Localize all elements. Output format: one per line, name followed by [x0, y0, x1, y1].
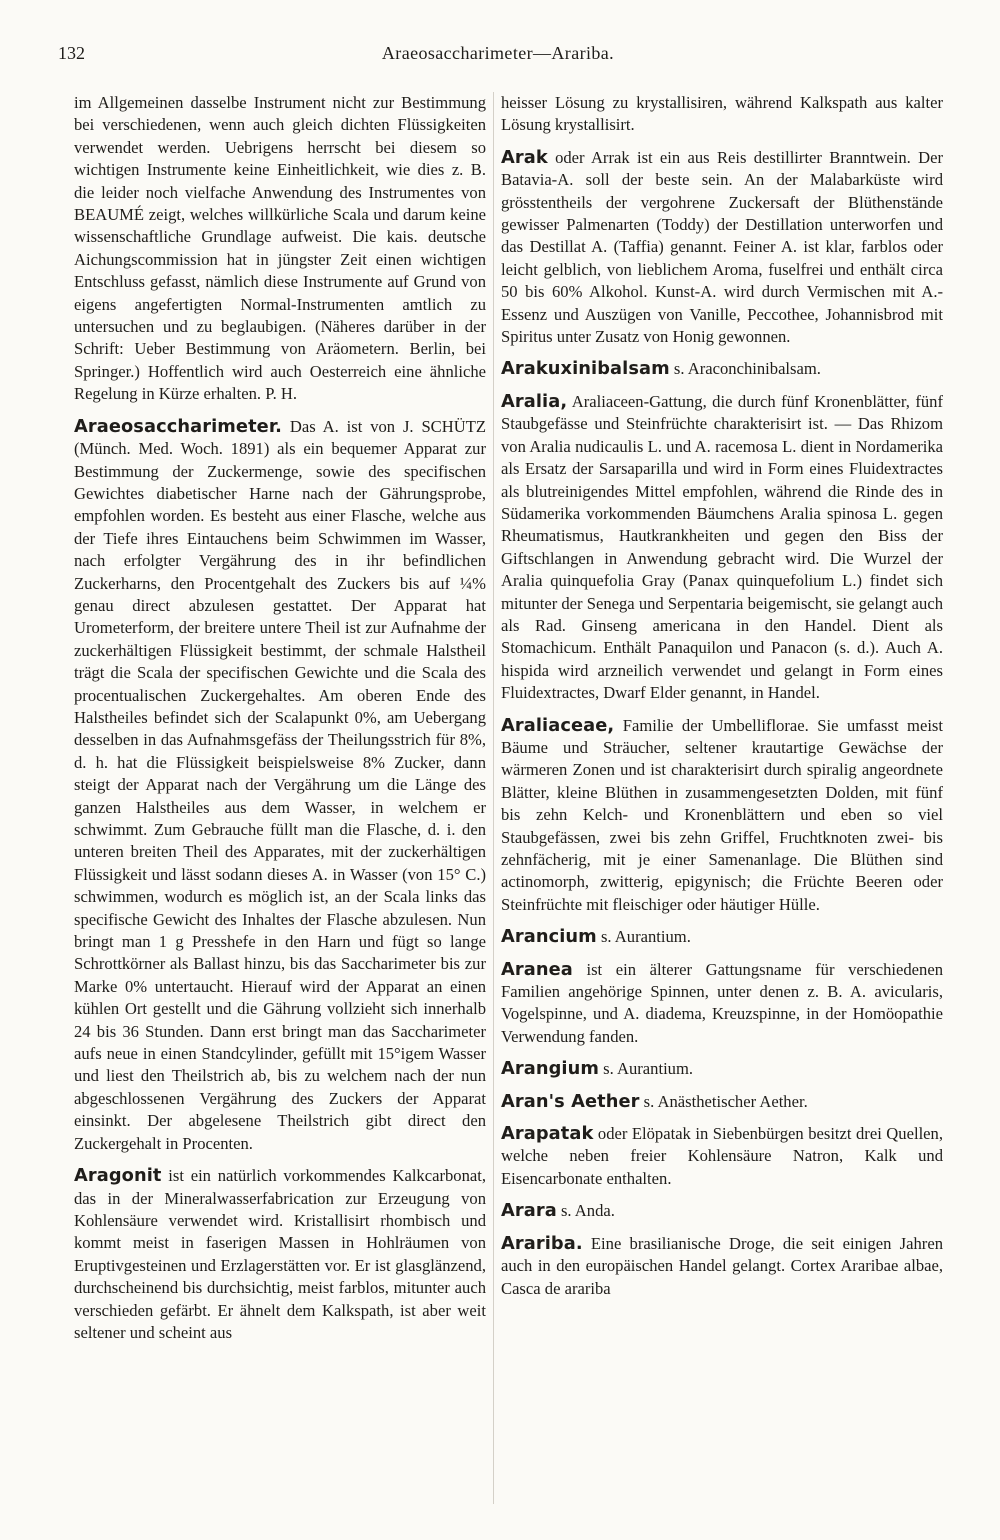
headword: Arariba.	[501, 1232, 583, 1254]
entry-arak	[501, 147, 943, 349]
entry-text: Eine brasilianische Droge, die seit einigen Jahren auch in den europäischen Handel gelangt. Cortex Araribae albae, Casca de arariba	[501, 1233, 943, 1298]
entry-arancium	[501, 926, 943, 948]
right-continuation-text: heisser Lösung zu krystallisiren, während Kalkspath aus kalter Lösung krystallisirt.	[501, 93, 943, 135]
entry-text: Das A. ist von J. SCHÜTZ (Münch. Med. Woch. 1891) als ein bequemer Apparat zur Bestimmung der Zuckermenge, sowie des specifischen Gewichtes diabetischer Harne nach der Gährungsprobe, empfohlen worden. Es besteht aus einer Flasche, welche aus der Tiefe ihres Eintauchens beim Schwimmen im Wasser, nach erfolgter Vergährung des in ihr befindlichen Zuckerharns, den Procentgehalt des Zuckers bis auf ¼% genau direct abzulesen gestattet. Der Apparat hat Urometerform, der breitere untere Theil ist zur Aufnahme der zuckerhältigen Flüssigkeit bestimmt, der schmale Halstheil trägt die Scala der specifischen Gewichte und die Scala des procentualischen Zuckergehaltes. Am oberen Ende des Halstheiles befindet sich der Scalapunkt 0%, am Uebergang desselben in das Aufnahmsgefäss der Theilungsstrich für 8%, d. h. hat die Flüssigkeit beispielsweise 8% Zucker, dann steigt der Apparat nach der Vergährung um die Länge des ganzen Halstheiles aus dem Wasser, in welchem er schwimmt. Zum Gebrauche füllt man die Flasche, d. i. den unteren breiten Theil des Apparates, mit der zuckerhältigen Flüssigkeit und lässt sodann dieses A. in Wasser (von 15° C.) schwimmen, wodurch es möglich ist, an der Scala links das specifische Gewicht des Inhaltes der Flasche abzulesen. Nun bringt man 1 g Presshefe in den Harn und fügt so lange Schrottkörner als Ballast hinzu, bis das Saccharimeter bis zur Marke 0% untertaucht. Hierauf wird der Apparat an einen kühlen Ort gestellt und die Gährung vollzieht sich innerhalb 24 bis 36 Stunden. Dann erst bringt man das Saccharimeter aufs neue in einen Standcylinder, gefüllt mit 15°igem Wasser und liest den Theilstrich ab, bis zu welchem nach der nun abgeschlossenen Vergährung des Zuckers der Apparat einsinkt. Der abgelesene Theilstrich gibt direct den Zuckergehalt in Procenten.	[74, 416, 486, 1153]
headword: Arara	[501, 1200, 557, 1222]
entry-arapatak	[501, 1123, 943, 1190]
headword: Aragonit	[74, 1165, 162, 1187]
entry-arans-aether	[501, 1091, 943, 1113]
headword: Arapatak	[501, 1123, 594, 1145]
headword: Aranea	[501, 958, 573, 980]
headword: Arakuxinibalsam	[501, 358, 670, 380]
entry-text: ist ein älterer Gattungsname für verschiedenen Familien angehörige Spinnen, unter denen z. B. A. avicularis, Vogelspinne, und A. diadema, Kreuzspinne, in der Homöopathie Verwendung fanden.	[501, 959, 943, 1046]
entry-text: oder Elöpatak in Siebenbürgen besitzt drei Quellen, welche neben freier Kohlensäure Natron, Kalk und Eisencarbonate enthalten.	[501, 1124, 943, 1188]
entry-aranea	[501, 959, 943, 1049]
entry-aragonit	[74, 1165, 486, 1344]
left-continuation-text: im Allgemeinen dasselbe Instrument nicht zur Bestimmung bei verschiedenen, wenn auch gleich dichten Flüssigkeiten verwendet werden. Uebrigens herrscht bei diesem so wichtigen Instrumente keine Einheitlichkeit, wie dies z. B. die leider noch vielfache Anwendung des Instrumentes von BEAUMÉ zeigt, welches willkürliche Scala und darum keine wissenschaftliche Grundlage aufweist. Die kais. deutsche Aichungscommission hat in jüngster Zeit einen wichtigen Entschluss gefasst, nämlich diese Instrumente auf Grund von eigens angefertigten Normal-Instrumenten amtlich zu untersuchen und zu beglaubigen. (Näheres darüber in der Schrift: Ueber Bestimmung von Aräometern. Berlin, bei Springer.) Hoffentlich wird auch Oesterreich eine ähnliche Regelung in Kürze erhalten. P. H.	[74, 93, 486, 404]
headword: Aralia,	[501, 390, 568, 412]
entry-arara	[501, 1200, 943, 1222]
entry-text: s. Aurantium.	[600, 927, 691, 947]
headword: Aran's Aether	[501, 1090, 640, 1112]
running-head	[58, 38, 938, 68]
entry-text: s. Aurantium.	[603, 1059, 694, 1079]
entry-text: s. Anästhetischer Aether.	[643, 1091, 808, 1111]
entry-text: ist ein natürlich vorkommendes Kalkcarbonat, das in der Mineralwasserfabrication zur Erzeugung von Kohlensäure verwendet wird. Kristallisirt rhombisch und kommt meist in faserigen Massen in Hohlräumen von Eruptivgesteinen und Erzlagerstätten vor. Er ist glasglänzend, durchscheinend bis durchsichtig, meist farblos, mitunter auch verschieden gefärbt. Er ähnelt dem Kalkspath, ist aber weit seltener und scheint aus	[74, 1166, 486, 1342]
headword: Araeosaccharimeter.	[74, 415, 283, 437]
entry-text: s. Anda.	[560, 1201, 615, 1221]
headword: Arangium	[501, 1058, 599, 1080]
entry-text: Araliaceen-Gattung, die durch fünf Kronenblätter, fünf Staubgefässe und Steinfrüchte charakterisirt ist. — Das Rhizom von Aralia nudicaulis L. und A. racemosa L. dient in Nordamerika als Ersatz der Sarsaparilla und wird in Form eines Fluidextractes als blutreinigendes Mittel empfohlen, während die Rinde des in Südamerika vorkommenden Bäumchens Aralia spinosa L. gegen Rheumatismus, Hautkrankheiten und gegen den Biss der Giftschlangen in Anwendung gebracht wird. Die Wurzel der Aralia quinquefolia Gray (Panax quinquefolium L.) findet sich mitunter der Senega und Serpentaria beigemischt, sie gelangt auch als Rad. Ginseng americana in den Handel. Dient als Stomachicum. Enthält Panaquilon und Panacon (s. d.). Auch A. hispida wird arzneilich verwendet und gelangt in Form eines Fluidextractes, Dwarf Elder genannt, in Handel.	[501, 391, 943, 703]
entry-araliaceae	[501, 715, 943, 917]
headword: Araliaceae,	[501, 714, 615, 736]
entry-text: oder Arrak ist ein aus Reis destillirter Branntwein. Der Batavia-A. soll der beste sein. An der Malabarküste wird grösstentheils der vergohrene Zuckersaft der Blüthenstände gewisser Palmenarten (Toddy) der Destillation unterworfen und das Destillat A. (Taffia) genannt. Feiner A. ist klar, farblos oder leicht gelblich, von lieblichem Aroma, fuselfrei und enthält circa 50 bis 60% Alkohol. Kunst-A. wird durch Vermischen mit A.-Essenz und Auszügen von Vanille, Peccothee, Johannisbrod mit Spiritus unter Zusatz von Honig gewonnen.	[501, 147, 943, 347]
right-column	[501, 92, 943, 1532]
left-column	[74, 92, 486, 1532]
headword: Arak	[501, 146, 548, 168]
entry-araeosaccharimeter	[74, 416, 486, 1155]
headword: Arancium	[501, 926, 597, 948]
page-number: 132	[58, 43, 85, 63]
entry-aralia	[501, 391, 943, 705]
entry-text: s. Araconchinibalsam.	[673, 359, 821, 379]
column-divider	[493, 92, 494, 1504]
entry-arakuxinibalsam	[501, 358, 943, 380]
entry-text: Familie der Umbelliflorae. Sie umfasst meist Bäume und Sträucher, seltener krautartige Gewächse der wärmeren Zonen und ist charakterisirt durch spiralig angeordnete Blätter, kleine Blüthen in zusammengesetzten Dolden, mit fünf bis zehn Kelch- und Kronenblättern und eben so viel Staubgefässen, zwei bis zehn Griffel, Fruchtknoten zwei- bis zehnfächerig, mit je einer Samenanlage. Die Blüthen sind actinomorph, zwitterig, epigynisch; die Früchte Beeren oder Steinfrüchte mit fleischiger oder häutiger Hülle.	[501, 715, 943, 914]
entry-arariba	[501, 1233, 943, 1300]
entry-arangium	[501, 1058, 943, 1080]
running-title: Araeosaccharimeter—Arariba.	[381, 43, 615, 63]
